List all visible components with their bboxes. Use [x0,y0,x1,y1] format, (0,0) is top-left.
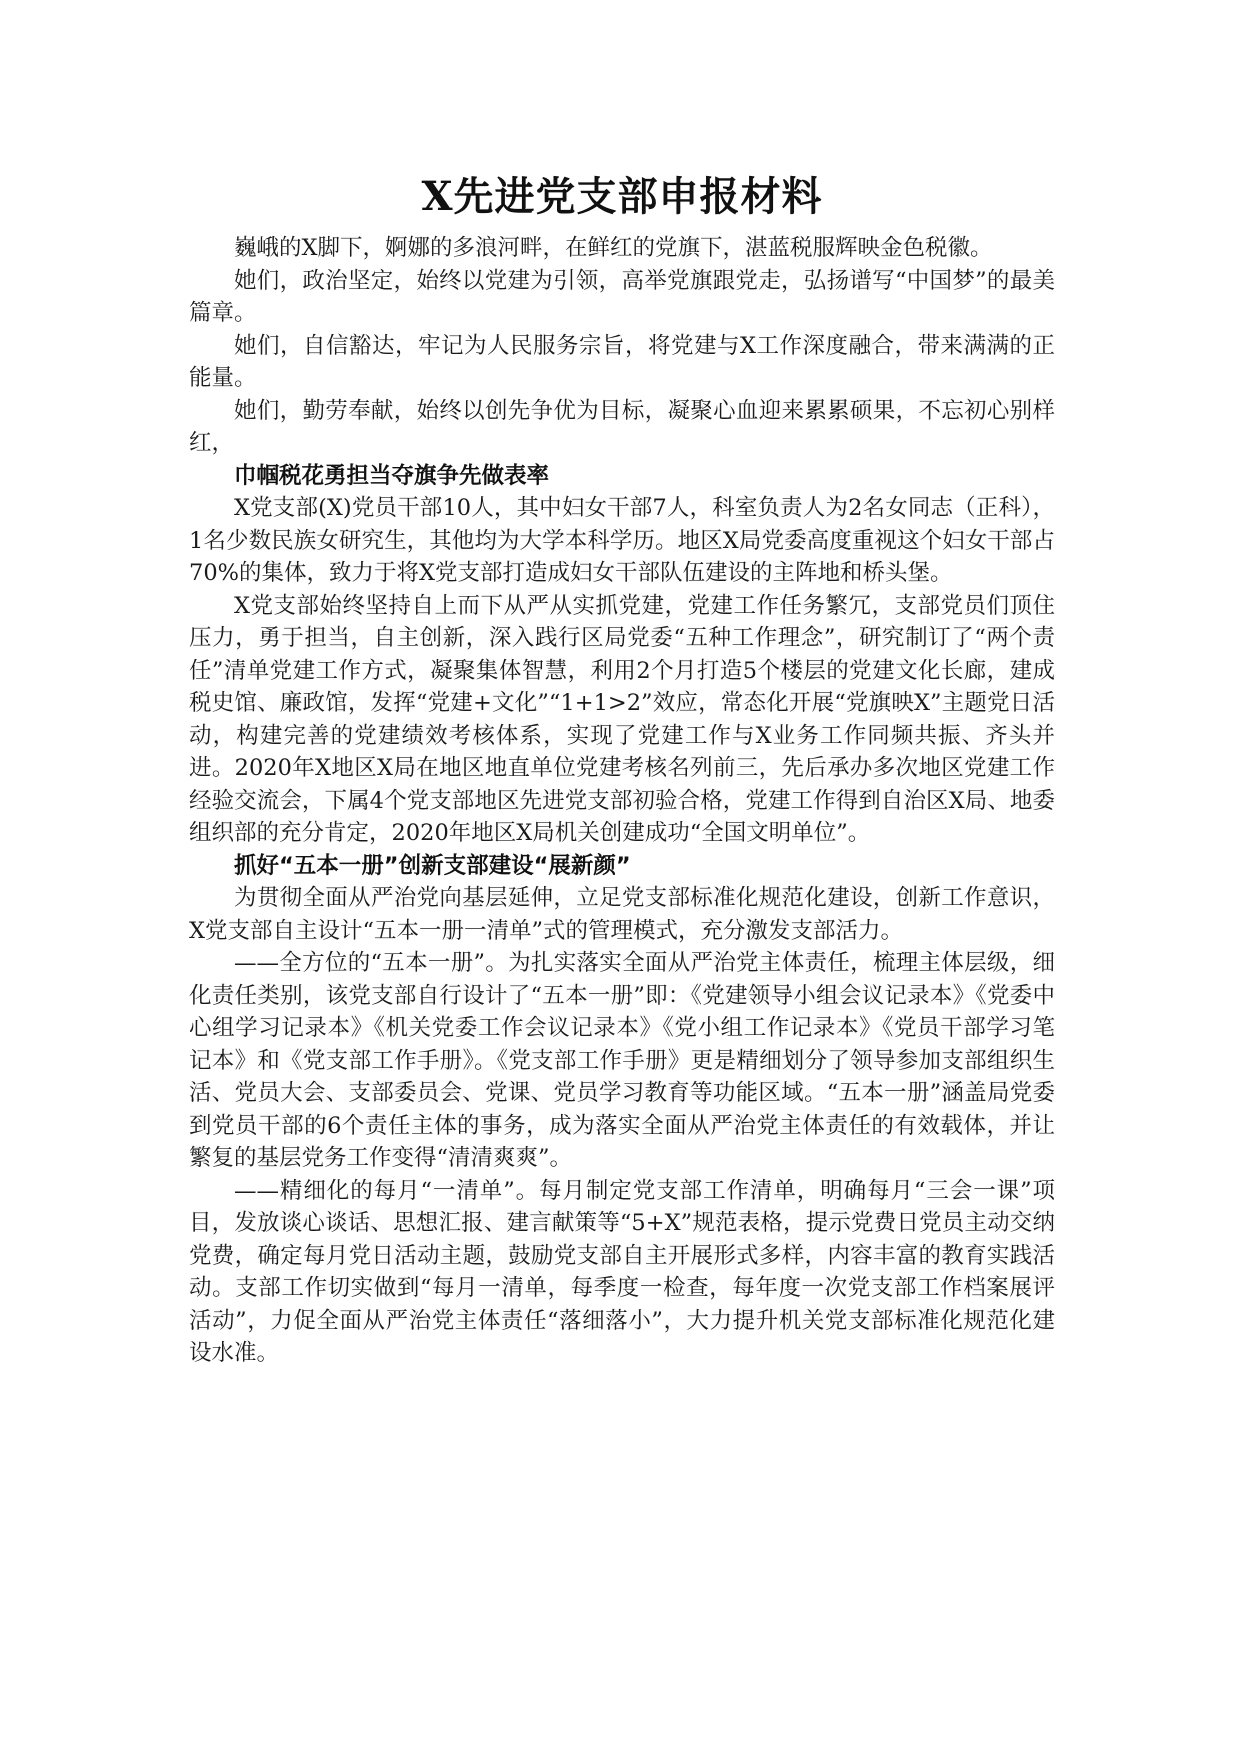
body-paragraph: ——全方位的“五本一册”。为扎实落实全面从严治党主体责任，梳理主体层级，细化责任类别，该党支部自行设计了“五本一册”即：《党建领导小组会议记录本》《党委中心组学习记录本》《机关党委工作会议记录本》《党小组工作记录本》《党员干部学习笔记本》和《党支部工作手册》。《党支部工作手册》更是精细划分了领导参加支部组织生活、党员大会、支部委员会、党课、党员学习教育等功能区域。“五本一册”涵盖局党委到党员干部的6个责任主体的事务，成为落实全面从严治党主体责任的有效载体，并让繁复的基层党务工作变得“清清爽爽”。 [189,950,1055,1171]
body-paragraph: ——精细化的每月“一清单”。每月制定党支部工作清单，明确每月“三会一课”项目，发放谈心谈话、思想汇报、建言献策等“5+X”规范表格，提示党费日党员主动交纳党费，确定每月党日活动主题，鼓励党支部自主开展形式多样，内容丰富的教育实践活动。支部工作切实做到“每月一清单，每季度一检查，每年度一次党支部工作档案展评活动”，力促全面从严治党主体责任“落细落小”，大力提升机关党支部标准化规范化建设水准。 [189,1177,1055,1366]
document-title: X先进党支部申报材料 [421,173,823,220]
document-body [189,168,1055,1370]
body-paragraph: X党支部始终坚持自上而下从严从实抓党建，党建工作任务繁冗，支部党员们顶住压力，勇于担当，自主创新，深入践行区局党委“五种工作理念”，研究制订了“两个责任”清单党建工作方式，凝聚集体智慧，利用2个月打造5个楼层的党建文化长廊，建成税史馆、廉政馆，发挥“党建+文化”“1+1>2”效应，常态化开展“党旗映X”主题党日活动，构建完善的党建绩效考核体系，实现了党建工作与X业务工作同频共振、齐头并进。2020年X地区X局在地区地直单位党建考核名列前三，先后承办多次地区党建工作经验交流会，下属4个党支部地区先进党支部初验合格，党建工作得到自治区X局、地委组织部的充分肯定，2020年地区X局机关创建成功“全国文明单位”。 [189,592,1055,846]
section-heading: 巾帼税花勇担当夺旗争先做表率 [234,462,550,489]
body-paragraph: 她们，勤劳奉献，始终以创先争优为目标，凝聚心血迎来累累硕果，不忘初心别样红， [189,397,1055,456]
body-paragraph: 为贯彻全面从严治党向基层延伸，立足党支部标准化规范化建设，创新工作意识，X党支部自主设计“五本一册一清单”式的管理模式，充分激发支部活力。 [189,885,1055,944]
body-paragraph: 她们，自信豁达，牢记为人民服务宗旨，将党建与X工作深度融合，带来满满的正能量。 [189,332,1055,391]
body-paragraph: 她们，政治坚定，始终以党建为引领，高举党旗跟党走，弘扬谱写“中国梦”的最美篇章。 [189,267,1055,326]
section-heading: 抓好“五本一册”创新支部建设“展新颜” [234,852,631,879]
body-paragraph: X党支部(X)党员干部10人，其中妇女干部7人，科室负责人为2名女同志（正科），1名少数民族女研究生，其他均为大学本科学历。地区X局党委高度重视这个妇女干部占70%的集体，致力于将X党支部打造成妇女干部队伍建设的主阵地和桥头堡。 [189,495,1055,586]
document-blocks [189,232,1055,1370]
body-paragraph: 巍峨的X脚下，婀娜的多浪河畔，在鲜红的党旗下，湛蓝税服辉映金色税徽。 [234,235,993,261]
